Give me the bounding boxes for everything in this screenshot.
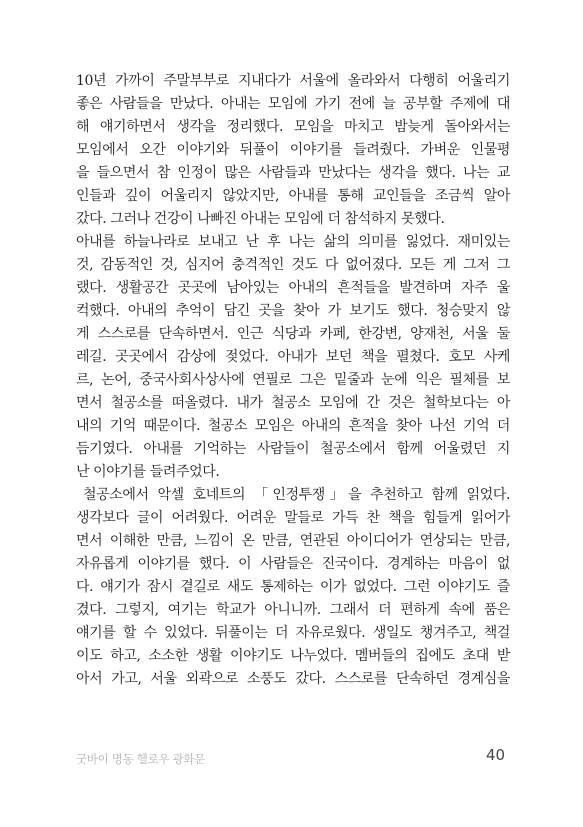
- text-line: 좋은 사람들을 만났다. 아내는 모임에 가기 전에 늘 공부할 주제에 대: [76, 96, 510, 112]
- text-line: 내의 기억 때문이다. 철공소 모임은 아내의 흔적을 찾아 나선 기억 더: [76, 418, 510, 434]
- text-line: 면서 이해한 만큼, 느낌이 온 만큼, 연관된 아이디어가 연상되는 만큼,: [76, 533, 510, 549]
- text-line: 아내를 하늘나라로 보내고 난 후 나는 삶의 의미를 잃었다. 재미있는: [76, 234, 510, 250]
- text-line: 르, 논어, 중국사회사상사에 연필로 그은 밑줄과 눈에 익은 필체를 보: [76, 372, 510, 388]
- text-line: 겼다. 그렇지, 여기는 학교가 아니니까. 그래서 더 편하게 속에 품은: [76, 602, 510, 618]
- text-line: 다. 얘기가 잠시 곁길로 새도 통제하는 이가 없었다. 그런 이야기도 즐: [76, 579, 510, 595]
- text-line: 자유롭게 이야기를 했다. 이 사람들은 진국이다. 경계하는 마음이 없: [76, 556, 510, 572]
- text-line: 해 얘기하면서 생각을 정리했다. 모임을 마치고 밤늦게 돌아와서는: [76, 119, 510, 135]
- text-line: 생각보다 글이 어려웠다. 어려운 말들로 가득 찬 책을 힘들게 읽어가: [76, 510, 510, 526]
- text-line: 것, 감동적인 것, 심지어 충격적인 것도 다 없어졌다. 모든 게 그저 그: [76, 257, 510, 273]
- text-line: 얘기를 할 수 있었다. 뒤풀이는 더 자유로웠다. 생일도 챙겨주고, 책걸: [76, 625, 510, 641]
- text-line: 컥했다. 아내의 추억이 담긴 곳을 찾아 가 보기도 했다. 청승맞지 않: [76, 303, 510, 319]
- body-text: [76, 70, 510, 691]
- text-line: 레길. 곳곳에서 감상에 젖었다. 아내가 보던 책을 펼쳤다. 호모 사케: [76, 349, 510, 365]
- text-line: 듬기였다. 아내를 기억하는 사람들이 철공소에서 함께 어울렸던 지: [76, 441, 510, 457]
- page-number: 40: [486, 746, 506, 764]
- text-line: 랬다. 생활공간 곳곳에 남아있는 아내의 흔적들을 발견하며 자주 울: [76, 280, 510, 296]
- text-line: 철공소에서 악셀 호네트의 「인정투쟁」을 추천하고 함께 읽었다.: [83, 487, 510, 503]
- text-line: 갔다. 그러나 건강이 나빠진 아내는 모임에 더 참석하지 못했다.: [76, 211, 445, 227]
- text-line: 아서 가고, 서울 외곽으로 소풍도 갔다. 스스로를 단속하던 경계심을: [76, 671, 510, 687]
- text-line: 면서 철공소를 떠올렸다. 내가 철공소 모임에 간 것은 철학보다는 아: [76, 395, 510, 411]
- text-line: 난 이야기를 들려주었다.: [76, 464, 220, 480]
- text-line: 을 들으면서 참 인정이 많은 사람들과 만났다는 생각을 했다. 나는 교: [76, 165, 510, 181]
- text-line: 이도 하고, 소소한 생활 이야기도 나누었다. 멤버들의 집에도 초대 받: [76, 648, 510, 664]
- text-line: 10년 가까이 주말부부로 지내다가 서울에 올라와서 다행히 어울리기: [76, 73, 510, 89]
- text-line: 모임에서 오간 이야기와 뒤풀이 이야기를 들려줬다. 가벼운 인물평: [76, 142, 510, 158]
- text-line: 인들과 깊이 어울리지 않았지만, 아내를 통해 교인들을 조금씩 알아: [76, 188, 510, 204]
- running-footer-title: 굿바이 명동 헬로우 광화문: [76, 752, 205, 766]
- text-line: 게 스스로를 단속하면서. 인근 식당과 카페, 한강변, 양재천, 서울 둘: [76, 326, 510, 342]
